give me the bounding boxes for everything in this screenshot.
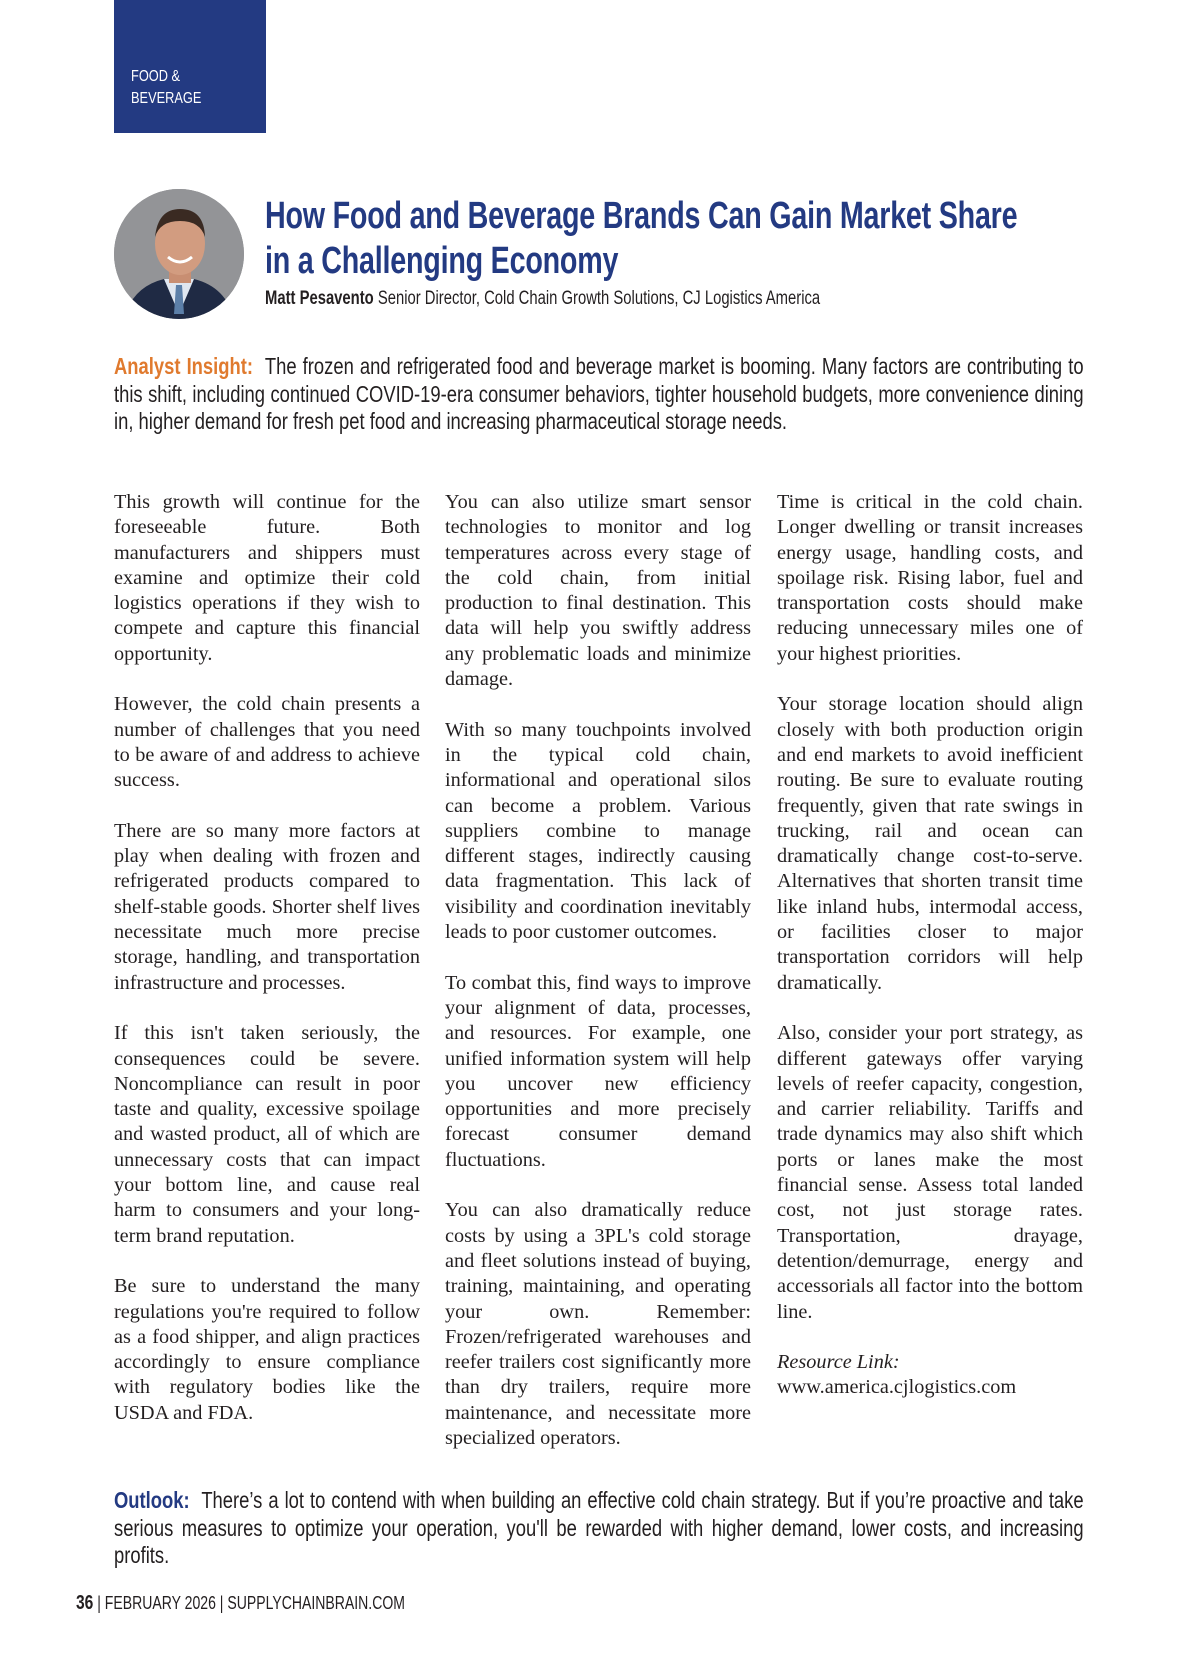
paragraph: To combat this, find ways to improve your alignment of data, processes, and resources. For example, one unified information system will help you uncover new efficiency opportunities and more precisely forecast consumer demand fluctuations. [445, 971, 751, 1171]
paragraph: Your storage location should align closely with both production origin and end markets to avoid inefficient routing. Be sure to evaluate routing frequently, given that rate swings in trucking, rail and ocean can dramatically change cost-to-serve. Alternatives that shorten transit time like inland hubs, intermodal access, or facilities closer to major transportation corridors will help dramatically. [777, 693, 1083, 994]
paragraph: There are so many more factors at play when dealing with frozen and refrigerated products compared to shelf-stable goods. Shorter shelf lives necessitate much more precise storage, handling, and transportation infrastructure and processes. [114, 819, 420, 994]
article-title [265, 194, 1020, 284]
title-line-1: How Food and Beverage Brands Can Gain Market Share [265, 195, 1018, 237]
paragraph: This growth will continue for the foreseeable future. Both manufacturers and shippers must examine and optimize their cold logistics operations if they wish to compete and capture this financial opportunity. [114, 491, 420, 665]
author-name: Matt Pesavento [265, 288, 374, 309]
analyst-insight-text: The frozen and refrigerated food and beverage market is booming. Many factors are contributing to this shift, including continued COVID-19-era consumer behaviors, tighter household budgets, more convenience dining in, higher demand for fresh pet food and increasing pharmaceutical storage needs. [114, 353, 1084, 434]
paragraph: Also, consider your port strategy, as different gateways offer varying levels of reefer capacity, congestion, and carrier reliability. Tariffs and trade dynamics may also shift which ports or lanes make the most financial sense. Assess total landed cost, not just storage rates. Transportation, drayage, detention/demurrage, energy and accessorials all factor into the bottom line. [777, 1022, 1083, 1323]
author-photo [114, 189, 244, 319]
analyst-insight [114, 353, 1084, 436]
byline [265, 288, 1045, 310]
paragraph: You can also dramatically reduce costs by using a 3PL's cold storage and fleet solutions instead of buying, training, maintaining, and operating your own. Remember: Frozen/refrigerated warehouses and reefer trailers cost significantly more than dry trailers, require more maintenance, and necessitate more specialized operators. [445, 1199, 751, 1449]
paragraph: With so many touchpoints involved in the typical cold chain, informational and operational silos can become a problem. Various suppliers combine to manage different stages, indirectly causing data fragmentation. This lack of visibility and coordination inevitably leads to poor customer outcomes. [445, 718, 751, 944]
paragraph: Be sure to understand the many regulations you're required to follow as a food shipper, and align practices accordingly to ensure compliance with regulatory bodies like the USDA and FDA. [114, 1275, 420, 1424]
column-3 [777, 490, 1083, 1401]
page-footer: 36 | FEBRUARY 2026 | SUPPLYCHAINBRAIN.COM [76, 1592, 405, 1614]
paragraph: If this isn't taken seriously, the consequences could be severe. Noncompliance can result in poor taste and quality, excessive spoilage and wasted product, all of which are unnecessary costs that can impact your bottom line, and cause real harm to consumers and your long-term brand reputation. [114, 1022, 420, 1247]
analyst-insight-label: Analyst Insight: [114, 353, 253, 379]
outlook-text: There’s a lot to contend with when building an effective cold chain strategy. But if you’re proactive and take serious measures to optimize your operation, you'll be rewarded with higher demand, lower costs, and increasing profits. [114, 1487, 1084, 1568]
section-tag [114, 0, 266, 133]
section-tag-line2: BEVERAGE [131, 90, 202, 107]
outlook [114, 1487, 1084, 1570]
title-line-2: in a Challenging Economy [265, 240, 619, 282]
issue-date: FEBRUARY 2026 [104, 1593, 216, 1613]
page-number: 36 [76, 1592, 94, 1614]
paragraph: Time is critical in the cold chain. Longer dwelling or transit increases energy usage, handling costs, and spoilage risk. Rising labor, fuel and transportation costs should make reducing unnecessary miles one of your highest priorities. [777, 491, 1083, 665]
site-name: SUPPLYCHAINBRAIN.COM [227, 1593, 405, 1613]
paragraph: You can also utilize smart sensor technologies to monitor and log temperatures across every stage of the cold chain, from initial production to final destination. This data will help you swiftly address any problematic loads and minimize damage. [445, 491, 751, 691]
outlook-label: Outlook: [114, 1487, 190, 1513]
section-tag-line1: FOOD & [131, 68, 181, 85]
paragraph: However, the cold chain presents a number of challenges that you need to be aware of and address to achieve success. [114, 693, 420, 792]
resource-link-label: Resource Link: [777, 1351, 900, 1374]
author-role: Senior Director, Cold Chain Growth Solutions, CJ Logistics America [377, 288, 821, 309]
column-1 [114, 490, 420, 1451]
resource-link[interactable]: www.america.cjlogistics.com [777, 1376, 1017, 1399]
column-2 [445, 490, 751, 1477]
